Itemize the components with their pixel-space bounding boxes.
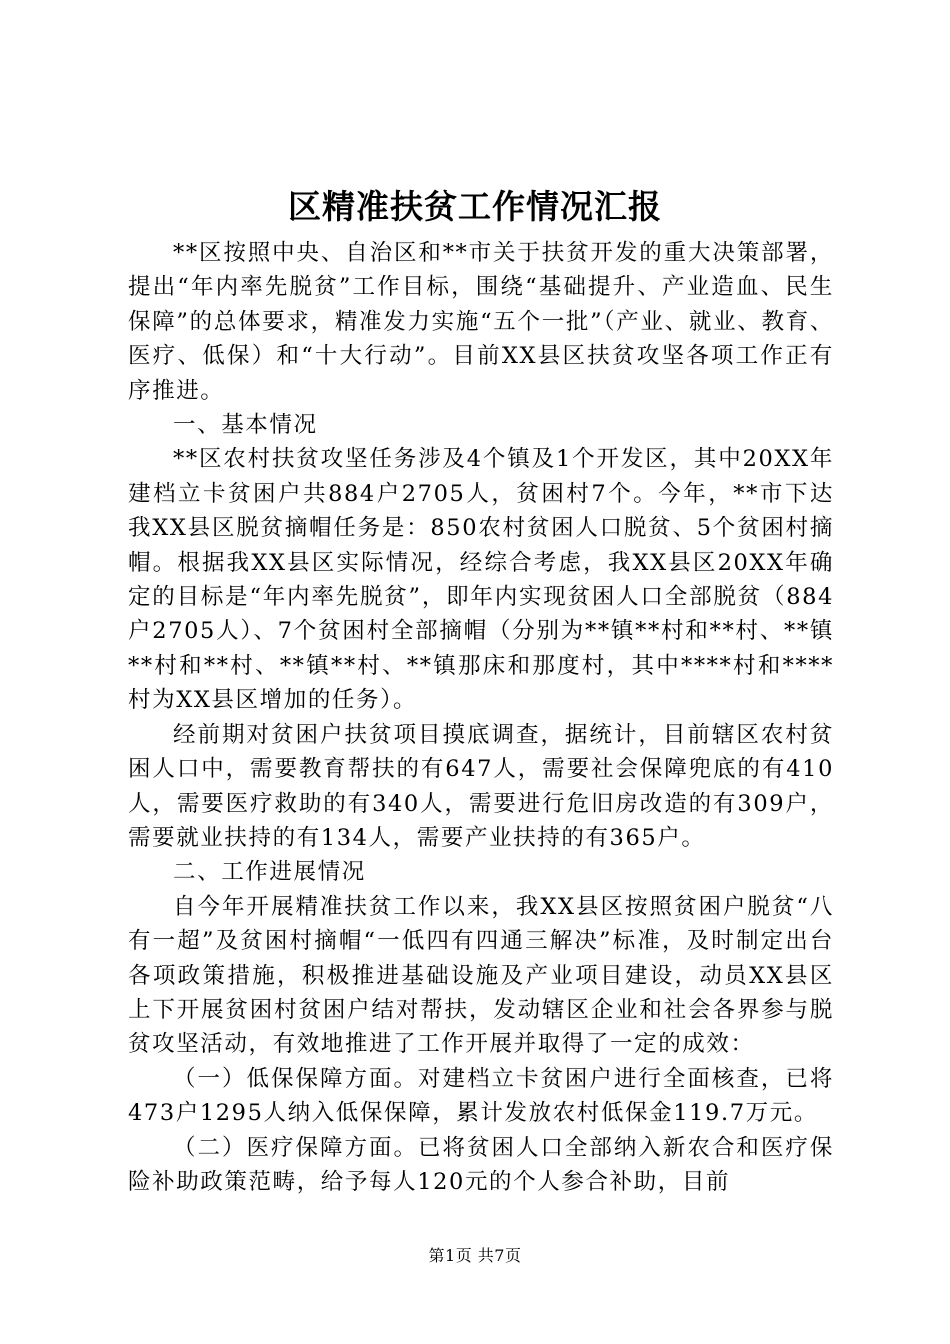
document-body [128,236,834,1199]
paragraph-basic-situation: **区农村扶贫攻坚任务涉及4个镇及1个开发区，其中20XX年建档立卡贫困户共884户2705人，贫困村7个。今年，**市下达我XX县区脱贫摘帽任务是：850农村贫困人口脱贫、5个贫困村摘帽。根据我XX县区实际情况，经综合考虑，我XX县区20XX年确定的目标是“年内率先脱贫”，即年内实现贫困人口全部脱贫（884户2705人）、7个贫困村全部摘帽（分别为**镇**村和**村、**镇**村和**村、**镇**村、**镇那床和那度村，其中****村和****村为XX县区增加的任务）。 [128,446,834,714]
paragraph-progress-overview: 自今年开展精准扶贫工作以来，我XX县区按照贫困户脱贫“八有一超”及贫困村摘帽“一低四有四通三解决”标准，及时制定出台各项政策措施，积极推进基础设施及产业项目建设，动员XX县区上下开展贫困村贫困户结对帮扶，发动辖区企业和社会各界参与脱贫攻坚活动，有效地推进了工作开展并取得了一定的成效： [128,893,834,1058]
paragraph-survey-statistics: 经前期对贫困户扶贫项目摸底调查，据统计，目前辖区农村贫困人口中，需要教育帮扶的有647人，需要社会保障兜底的有410人，需要医疗救助的有340人，需要进行危旧房改造的有309户，需要就业扶持的有134人，需要产业扶持的有365户。 [128,721,834,851]
paragraph-intro: **区按照中央、自治区和**市关于扶贫开发的重大决策部署，提出“年内率先脱贫”工作目标，围绕“基础提升、产业造血、民生保障”的总体要求，精准发力实施“五个一批”（产业、就业、教育、医疗、低保）和“十大行动”。目前XX县区扶贫攻坚各项工作正有序推进。 [128,240,834,404]
section-heading-basic: 一、基本情况 [173,412,318,439]
document-title: 区精准扶贫工作情况汇报 [288,187,662,226]
paragraph-subsistence-security: （一）低保保障方面。对建档立卡贫困户进行全面核查，已将473户1295人纳入低保保障，累计发放农村低保金119.7万元。 [128,1065,834,1127]
page-footer: 第1页 共7页 [428,1246,522,1265]
section-heading-progress: 二、工作进展情况 [173,859,366,886]
paragraph-medical-security: （二）医疗保障方面。已将贫困人口全部纳入新农合和医疗保险补助政策范畴，给予每人120元的个人参合补助，目前 [128,1134,834,1195]
